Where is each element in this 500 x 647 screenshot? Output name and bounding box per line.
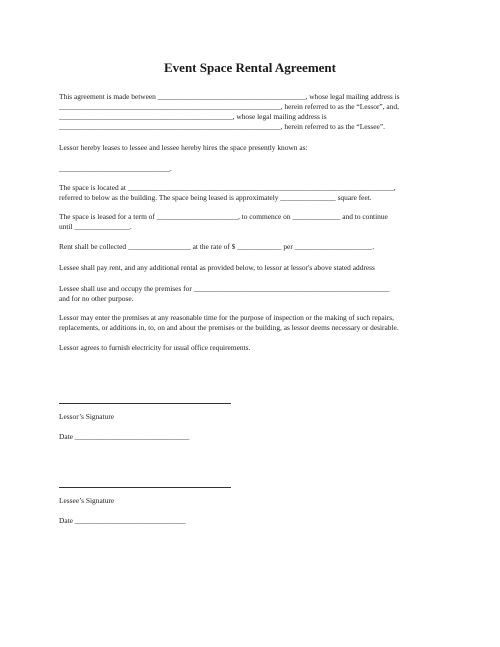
use-line-2: and for no other purpose. [59,294,134,303]
location-line-2: referred to below as the building. The space being leased is approximately _______________ square feet. [59,193,372,202]
electricity-line: Lessor agrees to furnish electricity for usual office requirements. [59,343,251,352]
lessor-date-line: Date _______________________________ [59,432,190,441]
use-line-1: Lessee shall use and occupy the premises for _____________________________________________________ [59,284,390,293]
parties-line-3: _______________________________________________, whose legal mailing address is [59,112,327,121]
document-title: Event Space Rental Agreement [164,60,336,75]
entry-line-1: Lessor may enter the premises at any reasonable time for the purpose of inspection or the making of such repairs, [59,313,394,322]
parties-line-2: ____________________________________________________________, herein referred to as the “Lessor”, and, [59,102,399,111]
lessee-signature-label: Lessee’s Signature [59,496,115,505]
space-known-as-line-1: Lessor hereby leases to lessee and lessee hereby hires the space presently known as: [59,143,308,152]
parties-line-4: ____________________________________________________________, herein referred to as the “Lessee”. [59,122,385,131]
term-line-2: until _______________. [59,222,132,231]
lessor-signature-label: Lessor’s Signature [59,412,115,421]
location-line-1: The space is located at ________________________________________________________________________, [59,183,396,192]
space-known-as-line-2: ______________________________. [59,164,172,173]
entry-line-2: replacements, or additions in, to, on and about the premises or the building, as lessor deems necessary or desirable. [59,323,399,332]
term-line-1: The space is leased for a term of ______________________, to commence on _____________ and to continue [59,212,388,221]
rent-line: Rent shall be collected _________________ at the rate of $ ____________ per _____________________. [59,242,375,251]
parties-line-1: This agreement is made between ________________________________________, whose legal mailing address is [59,92,400,101]
rent-payment-line: Lessee shall pay rent, and any additional rental as provided below, to lessor at lessor's above stated address [59,263,375,272]
lessee-signature-line [59,487,231,488]
lessor-signature-line [59,403,231,404]
lessee-date-line: Date ______________________________ [59,516,186,525]
